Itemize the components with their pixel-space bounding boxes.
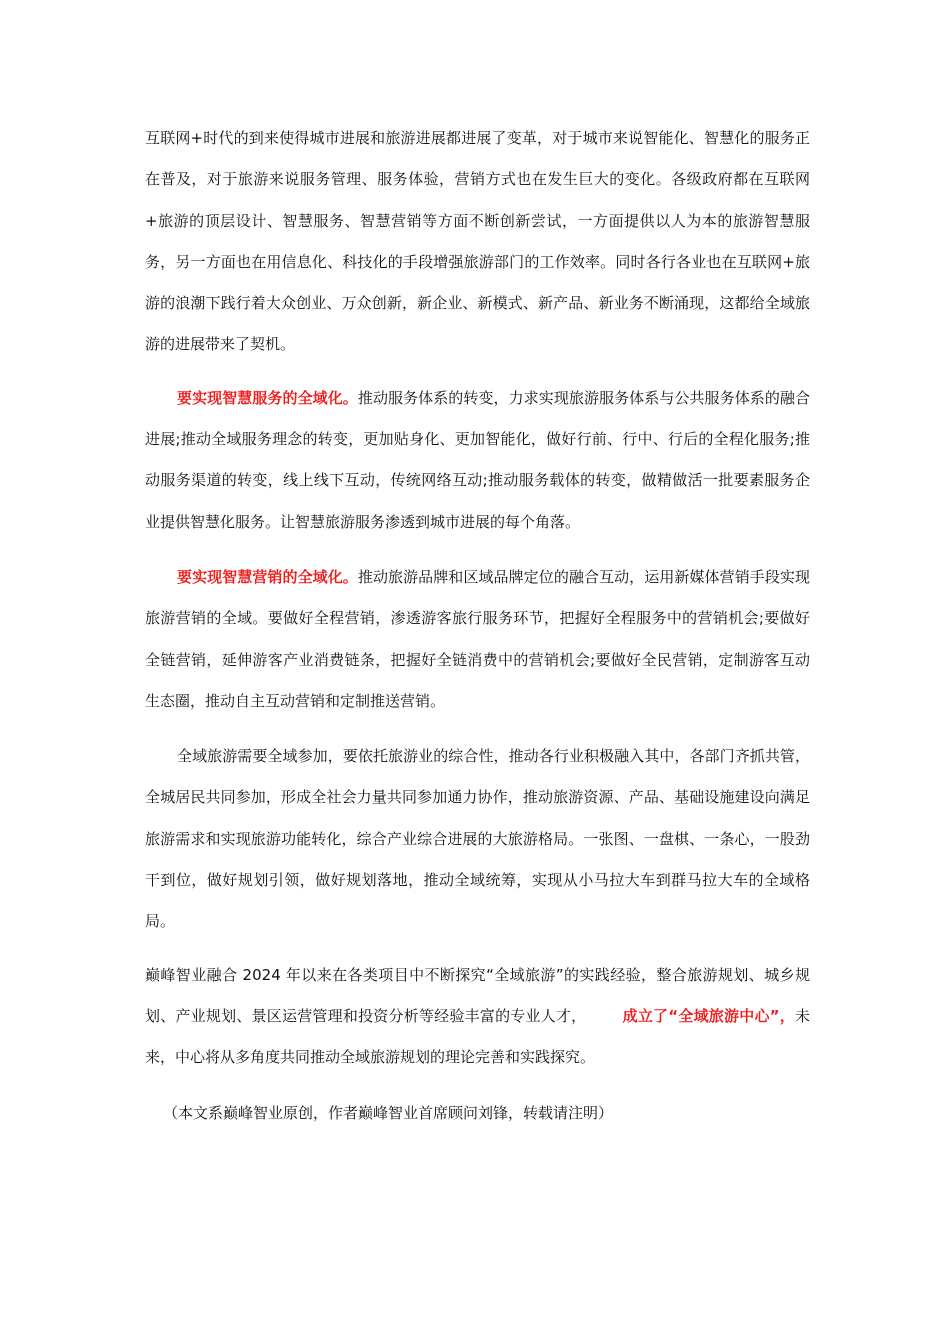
smart-marketing-body: 推动旅游品牌和区域品牌定位的融合互动，运用新媒体营销手段实现旅游营销的全域。要做好全程营销，渗透游客旅行服务环节，把握好全程服务中的营销机会;要做好全链营销，延伸游客产业消费链条，把握好全链消费中的营销机会;要做好全民营销，定制游客互动生态圈，推动自主互动营销和定制推送营销。 [145,567,810,710]
smart-marketing-paragraph [145,557,810,722]
article-body [145,118,810,1134]
participation-paragraph: 全域旅游需要全域参加，要依托旅游业的综合性，推动各行业积极融入其中，各部门齐抓共管，全城居民共同参加，形成全社会力量共同参加通力协作，推动旅游资源、产品、基础设施建设向满足旅游需求和实现旅游功能转化，综合产业综合进展的大旅游格局。一张图、一盘棋、一条心，一股劲干到位，做好规划引领，做好规划落地，推动全域统筹，实现从小马拉大车到群马拉大车的全域格局。 [145,747,810,931]
company-text-after: 未来，中心将从多角度共同推动全域旅游规划的理论完善和实践探究。 [145,1006,810,1067]
smart-service-paragraph [145,378,810,543]
copyright-note: （本文系巅峰智业原创，作者巅峰智业首席顾问刘锋，转载请注明） [163,1103,614,1122]
company-highlight: 成立了“全域旅游中心”， [622,1006,795,1025]
smart-marketing-heading: 要实现智慧营销的全域化。 [177,567,358,586]
company-paragraph [145,955,810,1079]
company-text-before: 巅峰智业融合 2024 年以来在各类项目中不断探究“全域旅游”的实践经验，整合旅游规划、城乡规划、产业规划、景区运营管理和投资分析等经验丰富的专业人才， [145,965,810,1025]
intro-paragraph: 互联网+时代的到来使得城市进展和旅游进展都进展了变革，对于城市来说智能化、智慧化的服务正在普及，对于旅游来说服务管理、服务体验，营销方式也在发生巨大的变化。各级政府都在互联网+旅游的顶层设计、智慧服务、智慧营销等方面不断创新尝试，一方面提供以人为本的旅游智慧服务，另一方面也在用信息化、科技化的手段增强旅游部门的工作效率。同时各行各业也在互联网+旅游的浪潮下践行着大众创业、万众创新，新企业、新模式、新产品、新业务不断涌现，这都给全域旅游的进展带来了契机。 [145,129,810,354]
smart-service-heading: 要实现智慧服务的全域化。 [177,388,358,407]
smart-service-body: 推动服务体系的转变，力求实现旅游服务体系与公共服务体系的融合进展;推动全域服务理念的转变，更加贴身化、更加智能化，做好行前、行中、行后的全程化服务;推动服务渠道的转变，线上线下互动，传统网络互动;推动服务载体的转变，做精做活一批要素服务企业提供智慧化服务。让智慧旅游服务渗透到城市进展的每个角落。 [145,388,810,531]
